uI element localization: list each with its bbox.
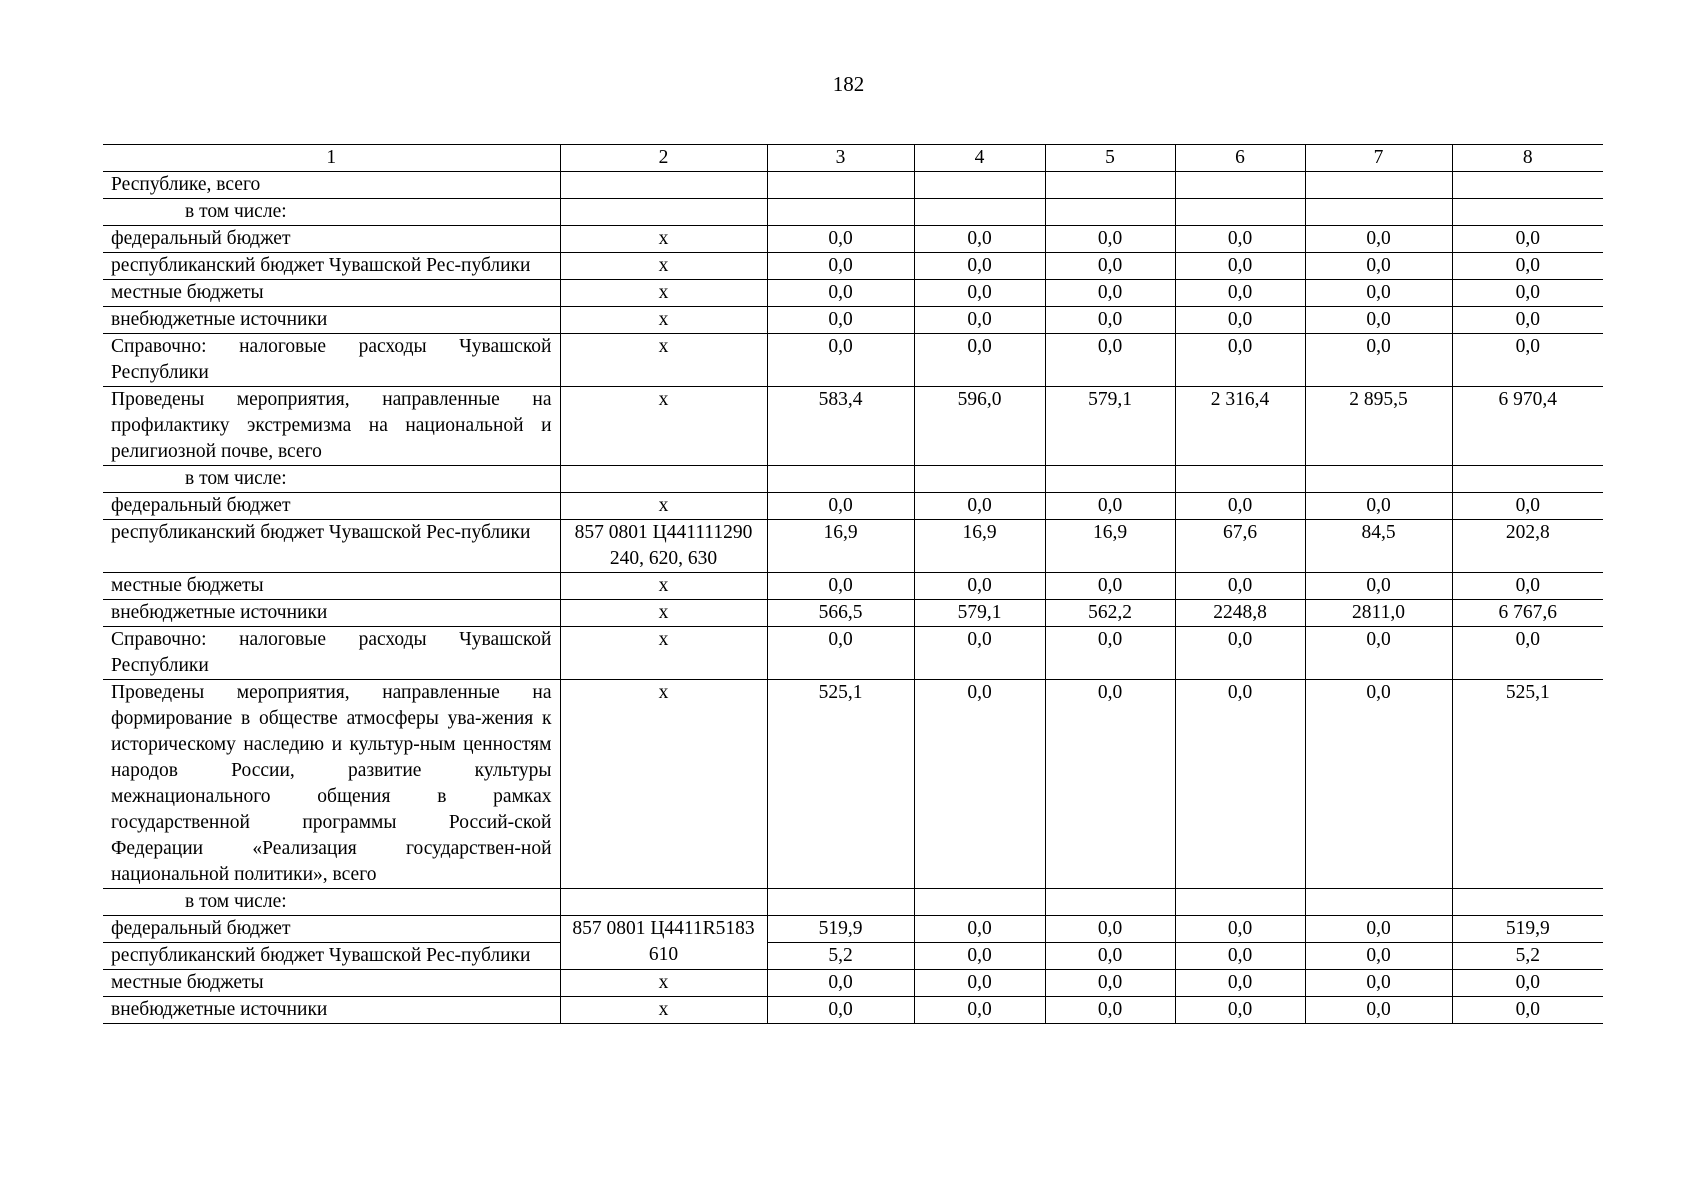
row-value-col3: 16,9 [767, 520, 914, 573]
row-value-col7 [1305, 172, 1452, 199]
row-budget-code [560, 466, 767, 493]
row-value-col3 [767, 889, 914, 916]
row-value-col3: 5,2 [767, 943, 914, 970]
row-value-col6: 67,6 [1175, 520, 1305, 573]
row-value-col8: 0,0 [1452, 226, 1603, 253]
row-value-col5: 0,0 [1045, 680, 1175, 889]
row-value-col3: 0,0 [767, 280, 914, 307]
table-row [103, 334, 1603, 387]
row-value-col6: 0,0 [1175, 943, 1305, 970]
row-value-col4: 0,0 [914, 493, 1045, 520]
row-value-col8: 519,9 [1452, 916, 1603, 943]
row-value-col8: 0,0 [1452, 253, 1603, 280]
row-value-col7: 0,0 [1305, 226, 1452, 253]
row-description: в том числе: [103, 889, 560, 916]
row-budget-code: x [560, 493, 767, 520]
row-budget-code: x [560, 280, 767, 307]
row-description: местные бюджеты [103, 280, 560, 307]
table-row [103, 493, 1603, 520]
row-value-col7: 0,0 [1305, 943, 1452, 970]
row-value-col5: 0,0 [1045, 280, 1175, 307]
table-row [103, 627, 1603, 680]
row-value-col4: 0,0 [914, 253, 1045, 280]
row-value-col7: 0,0 [1305, 334, 1452, 387]
column-header: 1 [103, 145, 560, 172]
row-value-col5: 0,0 [1045, 253, 1175, 280]
row-description: Проведены мероприятия, направленные на формирование в обществе атмосферы ува-жения к историческому наследию и культур-ным ценностям народов России, развитие культуры межнационального общения в рамках государственной программы Россий-ской Федерации «Реализация государствен-ной национальной политики», всего [103, 680, 560, 889]
table-row [103, 172, 1603, 199]
row-value-col8 [1452, 889, 1603, 916]
row-value-col7: 0,0 [1305, 280, 1452, 307]
budget-table [103, 144, 1603, 1024]
row-value-col3: 0,0 [767, 307, 914, 334]
table-row [103, 387, 1603, 466]
row-description: республиканский бюджет Чувашской Рес-публики [103, 253, 560, 280]
row-value-col5: 0,0 [1045, 493, 1175, 520]
row-budget-code: x [560, 307, 767, 334]
row-value-col4: 0,0 [914, 970, 1045, 997]
table-row [103, 916, 1603, 943]
row-value-col8: 0,0 [1452, 573, 1603, 600]
row-description: республиканский бюджет Чувашской Рес-публики [103, 520, 560, 573]
row-budget-code: x [560, 573, 767, 600]
table-row [103, 520, 1603, 573]
row-value-col7: 2811,0 [1305, 600, 1452, 627]
row-description: федеральный бюджет [103, 916, 560, 943]
row-value-col5 [1045, 172, 1175, 199]
row-value-col4: 0,0 [914, 916, 1045, 943]
row-description: Республике, всего [103, 172, 560, 199]
row-budget-code: 857 0801 Ц4411R5183 610 [560, 916, 767, 970]
row-value-col8: 0,0 [1452, 280, 1603, 307]
row-value-col7 [1305, 466, 1452, 493]
table-row [103, 226, 1603, 253]
row-value-col5 [1045, 199, 1175, 226]
row-budget-code [560, 889, 767, 916]
row-value-col5: 562,2 [1045, 600, 1175, 627]
row-value-col4: 0,0 [914, 627, 1045, 680]
table-row [103, 943, 1603, 970]
row-value-col4: 0,0 [914, 573, 1045, 600]
page-number: 182 [832, 72, 865, 96]
row-value-col7 [1305, 199, 1452, 226]
row-value-col7: 0,0 [1305, 916, 1452, 943]
table-body [103, 145, 1603, 1024]
row-value-col7: 0,0 [1305, 307, 1452, 334]
row-value-col6: 0,0 [1175, 226, 1305, 253]
row-value-col7: 0,0 [1305, 970, 1452, 997]
row-value-col4: 16,9 [914, 520, 1045, 573]
row-value-col6: 2248,8 [1175, 600, 1305, 627]
row-value-col3: 0,0 [767, 627, 914, 680]
row-value-col6 [1175, 172, 1305, 199]
row-value-col8: 6 767,6 [1452, 600, 1603, 627]
row-value-col6: 0,0 [1175, 280, 1305, 307]
row-value-col5: 0,0 [1045, 627, 1175, 680]
row-budget-code: x [560, 680, 767, 889]
row-value-col8: 525,1 [1452, 680, 1603, 889]
row-value-col6: 0,0 [1175, 253, 1305, 280]
row-value-col3: 0,0 [767, 253, 914, 280]
row-value-col8: 0,0 [1452, 334, 1603, 387]
row-budget-code: x [560, 253, 767, 280]
row-value-col7: 0,0 [1305, 680, 1452, 889]
row-description: федеральный бюджет [103, 493, 560, 520]
row-budget-code: x [560, 226, 767, 253]
row-value-col3: 519,9 [767, 916, 914, 943]
table-row [103, 307, 1603, 334]
row-value-col3: 0,0 [767, 226, 914, 253]
table-row [103, 970, 1603, 997]
row-description: Проведены мероприятия, направленные на профилактику экстремизма на национальной и религиозной почве, всего [103, 387, 560, 466]
row-description: в том числе: [103, 199, 560, 226]
row-description: в том числе: [103, 466, 560, 493]
row-value-col8 [1452, 466, 1603, 493]
row-value-col4: 0,0 [914, 307, 1045, 334]
row-value-col8: 202,8 [1452, 520, 1603, 573]
row-value-col8: 0,0 [1452, 970, 1603, 997]
row-value-col8: 0,0 [1452, 307, 1603, 334]
row-budget-code [560, 199, 767, 226]
table-row [103, 573, 1603, 600]
column-header: 2 [560, 145, 767, 172]
row-value-col5: 16,9 [1045, 520, 1175, 573]
row-value-col5: 579,1 [1045, 387, 1175, 466]
row-value-col8: 5,2 [1452, 943, 1603, 970]
row-value-col5 [1045, 466, 1175, 493]
row-value-col7: 0,0 [1305, 253, 1452, 280]
row-value-col3: 0,0 [767, 334, 914, 387]
row-value-col6: 0,0 [1175, 970, 1305, 997]
row-value-col4: 0,0 [914, 943, 1045, 970]
row-value-col6 [1175, 466, 1305, 493]
row-value-col6 [1175, 199, 1305, 226]
row-value-col4 [914, 172, 1045, 199]
row-value-col4: 596,0 [914, 387, 1045, 466]
row-value-col5 [1045, 889, 1175, 916]
row-value-col8 [1452, 172, 1603, 199]
row-description: Справочно: налоговые расходы Чувашской Республики [103, 334, 560, 387]
row-description: федеральный бюджет [103, 226, 560, 253]
row-value-col6: 2 316,4 [1175, 387, 1305, 466]
row-description: республиканский бюджет Чувашской Рес-публики [103, 943, 560, 970]
row-value-col4: 0,0 [914, 226, 1045, 253]
row-budget-code: x [560, 334, 767, 387]
row-budget-code: x [560, 970, 767, 997]
row-value-col3: 566,5 [767, 600, 914, 627]
table-row [103, 600, 1603, 627]
table-row [103, 466, 1603, 493]
row-value-col3 [767, 199, 914, 226]
row-value-col5: 0,0 [1045, 970, 1175, 997]
row-value-col6: 0,0 [1175, 307, 1305, 334]
row-budget-code: x [560, 600, 767, 627]
row-value-col6: 0,0 [1175, 680, 1305, 889]
row-value-col5: 0,0 [1045, 573, 1175, 600]
row-value-col3: 0,0 [767, 997, 914, 1024]
row-value-col6: 0,0 [1175, 997, 1305, 1024]
row-value-col5: 0,0 [1045, 943, 1175, 970]
row-value-col5: 0,0 [1045, 997, 1175, 1024]
row-budget-code: x [560, 627, 767, 680]
column-header: 8 [1452, 145, 1603, 172]
row-description: местные бюджеты [103, 573, 560, 600]
row-description: местные бюджеты [103, 970, 560, 997]
column-header: 5 [1045, 145, 1175, 172]
row-value-col7: 0,0 [1305, 627, 1452, 680]
row-value-col4 [914, 889, 1045, 916]
row-value-col8: 0,0 [1452, 627, 1603, 680]
column-header: 7 [1305, 145, 1452, 172]
row-value-col7: 2 895,5 [1305, 387, 1452, 466]
row-description: Справочно: налоговые расходы Чувашской Республики [103, 627, 560, 680]
row-value-col6: 0,0 [1175, 916, 1305, 943]
row-budget-code: x [560, 387, 767, 466]
row-description: внебюджетные источники [103, 997, 560, 1024]
row-value-col5: 0,0 [1045, 334, 1175, 387]
row-value-col3: 0,0 [767, 573, 914, 600]
row-value-col3 [767, 466, 914, 493]
row-description: внебюджетные источники [103, 600, 560, 627]
row-value-col5: 0,0 [1045, 307, 1175, 334]
row-budget-code: 857 0801 Ц441111290 240, 620, 630 [560, 520, 767, 573]
row-budget-code [560, 172, 767, 199]
table-header-row [103, 145, 1603, 172]
row-value-col4 [914, 466, 1045, 493]
row-value-col3 [767, 172, 914, 199]
table-row [103, 280, 1603, 307]
table-row [103, 253, 1603, 280]
row-value-col7: 0,0 [1305, 573, 1452, 600]
row-budget-code: x [560, 997, 767, 1024]
row-value-col6: 0,0 [1175, 334, 1305, 387]
row-value-col3: 0,0 [767, 970, 914, 997]
table-row [103, 680, 1603, 889]
table-row [103, 997, 1603, 1024]
row-value-col8: 0,0 [1452, 997, 1603, 1024]
row-value-col4: 0,0 [914, 280, 1045, 307]
column-header: 6 [1175, 145, 1305, 172]
row-value-col7 [1305, 889, 1452, 916]
row-value-col4: 0,0 [914, 680, 1045, 889]
column-header: 3 [767, 145, 914, 172]
row-value-col8: 0,0 [1452, 493, 1603, 520]
row-value-col3: 525,1 [767, 680, 914, 889]
row-value-col6: 0,0 [1175, 573, 1305, 600]
row-value-col5: 0,0 [1045, 916, 1175, 943]
row-value-col6: 0,0 [1175, 493, 1305, 520]
row-value-col4: 0,0 [914, 997, 1045, 1024]
row-value-col3: 583,4 [767, 387, 914, 466]
row-value-col8: 6 970,4 [1452, 387, 1603, 466]
row-value-col7: 84,5 [1305, 520, 1452, 573]
row-value-col4 [914, 199, 1045, 226]
row-value-col8 [1452, 199, 1603, 226]
row-value-col6: 0,0 [1175, 627, 1305, 680]
row-value-col7: 0,0 [1305, 493, 1452, 520]
row-value-col4: 579,1 [914, 600, 1045, 627]
row-value-col5: 0,0 [1045, 226, 1175, 253]
row-value-col6 [1175, 889, 1305, 916]
row-value-col3: 0,0 [767, 493, 914, 520]
table-row [103, 199, 1603, 226]
column-header: 4 [914, 145, 1045, 172]
row-value-col7: 0,0 [1305, 997, 1452, 1024]
row-description: внебюджетные источники [103, 307, 560, 334]
table-row [103, 889, 1603, 916]
row-value-col4: 0,0 [914, 334, 1045, 387]
